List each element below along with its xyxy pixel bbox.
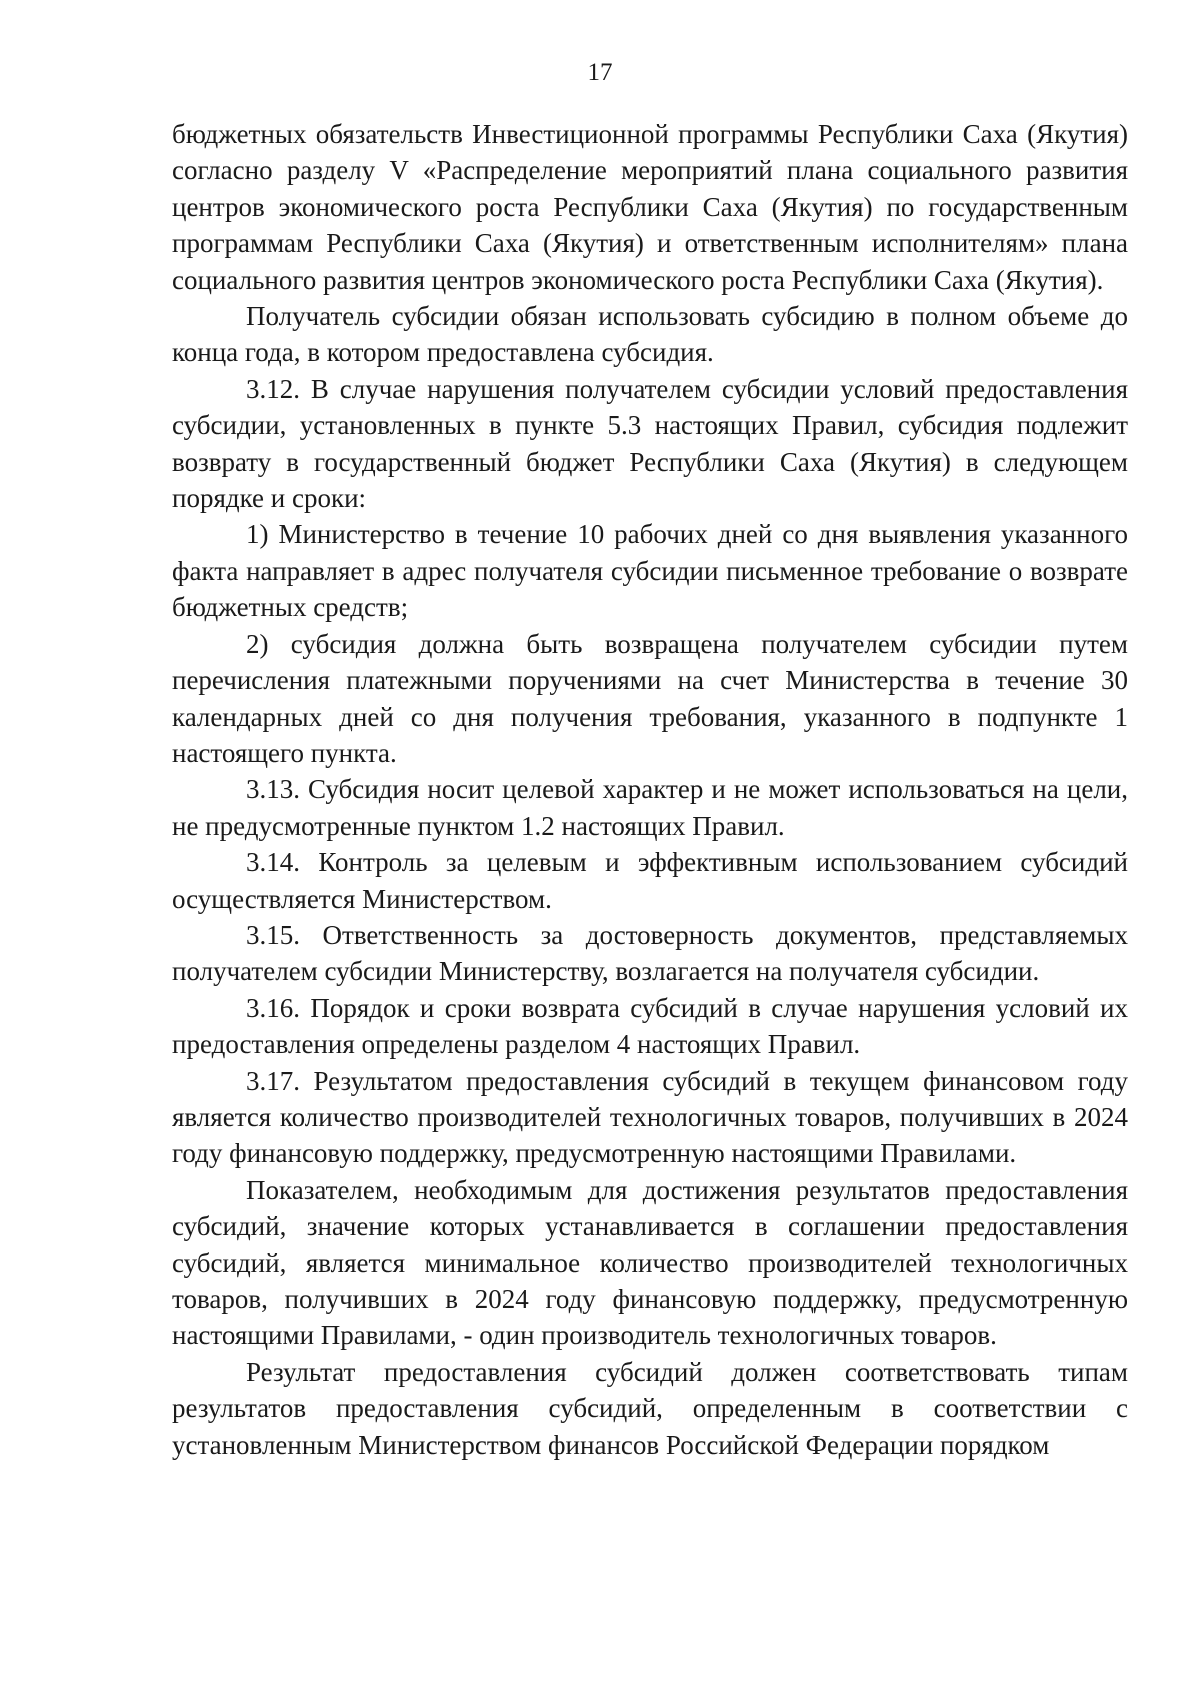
page-number: 17 bbox=[587, 59, 613, 86]
paragraph-indicator: Показателем, необходимым для достижения результатов предоставления субсидий, значение которых устанавливается в соглашении предоставления субсидий, является минимальное количество производителей технологичных товаров, получивших в 2024 году финансовую поддержку, предусмотренную настоящими Правилами, - один производитель технологичных товаров. bbox=[172, 1174, 1128, 1351]
paragraph-result-types: Результат предоставления субсидий должен соответствовать типам результатов предоставления субсидий, определенным в соответствии с установленным Министерством финансов Российской Федерации порядком bbox=[172, 1356, 1128, 1460]
paragraph-continuation: бюджетных обязательств Инвестиционной программы Республики Саха (Якутия) согласно разделу V «Распределение мероприятий плана социального развития центров экономического роста Республики Саха (Якутия) по государственным программам Республики Саха (Якутия) и ответственным исполнителям» плана социального развития центров экономического роста Республики Саха (Якутия). bbox=[172, 119, 1128, 295]
paragraph-3-15: 3.15. Ответственность за достоверность документов, представляемых получателем субсидии Министерству, возлагается на получателя субсидии. bbox=[172, 919, 1128, 987]
document-body bbox=[172, 116, 1128, 1463]
paragraph-3-12: 3.12. В случае нарушения получателем субсидии условий предоставления субсидии, установленных в пункте 5.3 настоящих Правил, субсидия подлежит возврату в государственный бюджет Республики Саха (Якутия) в следующем порядке и сроки: bbox=[172, 373, 1128, 514]
paragraph-3-12-item-2: 2) субсидия должна быть возвращена получателем субсидии путем перечисления платежными поручениями на счет Министерства в течение 30 календарных дней со дня получения требования, указанного в подпункте 1 настоящего пункта. bbox=[172, 628, 1128, 768]
paragraph-3-13: 3.13. Субсидия носит целевой характер и не может использоваться на цели, не предусмотренные пунктом 1.2 настоящих Правил. bbox=[172, 774, 1128, 841]
paragraph-3-12-item-1: 1) Министерство в течение 10 рабочих дней со дня выявления указанного факта направляет в адрес получателя субсидии письменное требование о возврате бюджетных средств; bbox=[172, 519, 1128, 623]
paragraph-3-17: 3.17. Результатом предоставления субсидий в текущем финансовом году является количество производителей технологичных товаров, получивших в 2024 году финансовую поддержку, предусмотренную настоящими Правилами. bbox=[172, 1065, 1128, 1169]
paragraph-recipient-obligation: Получатель субсидии обязан использовать субсидию в полном объеме до конца года, в котором предоставлена субсидия. bbox=[172, 301, 1128, 368]
paragraph-3-14: 3.14. Контроль за целевым и эффективным использованием субсидий осуществляется Министерством. bbox=[172, 847, 1128, 914]
paragraph-3-16: 3.16. Порядок и сроки возврата субсидий в случае нарушения условий их предоставления определены разделом 4 настоящих Правил. bbox=[172, 992, 1128, 1060]
